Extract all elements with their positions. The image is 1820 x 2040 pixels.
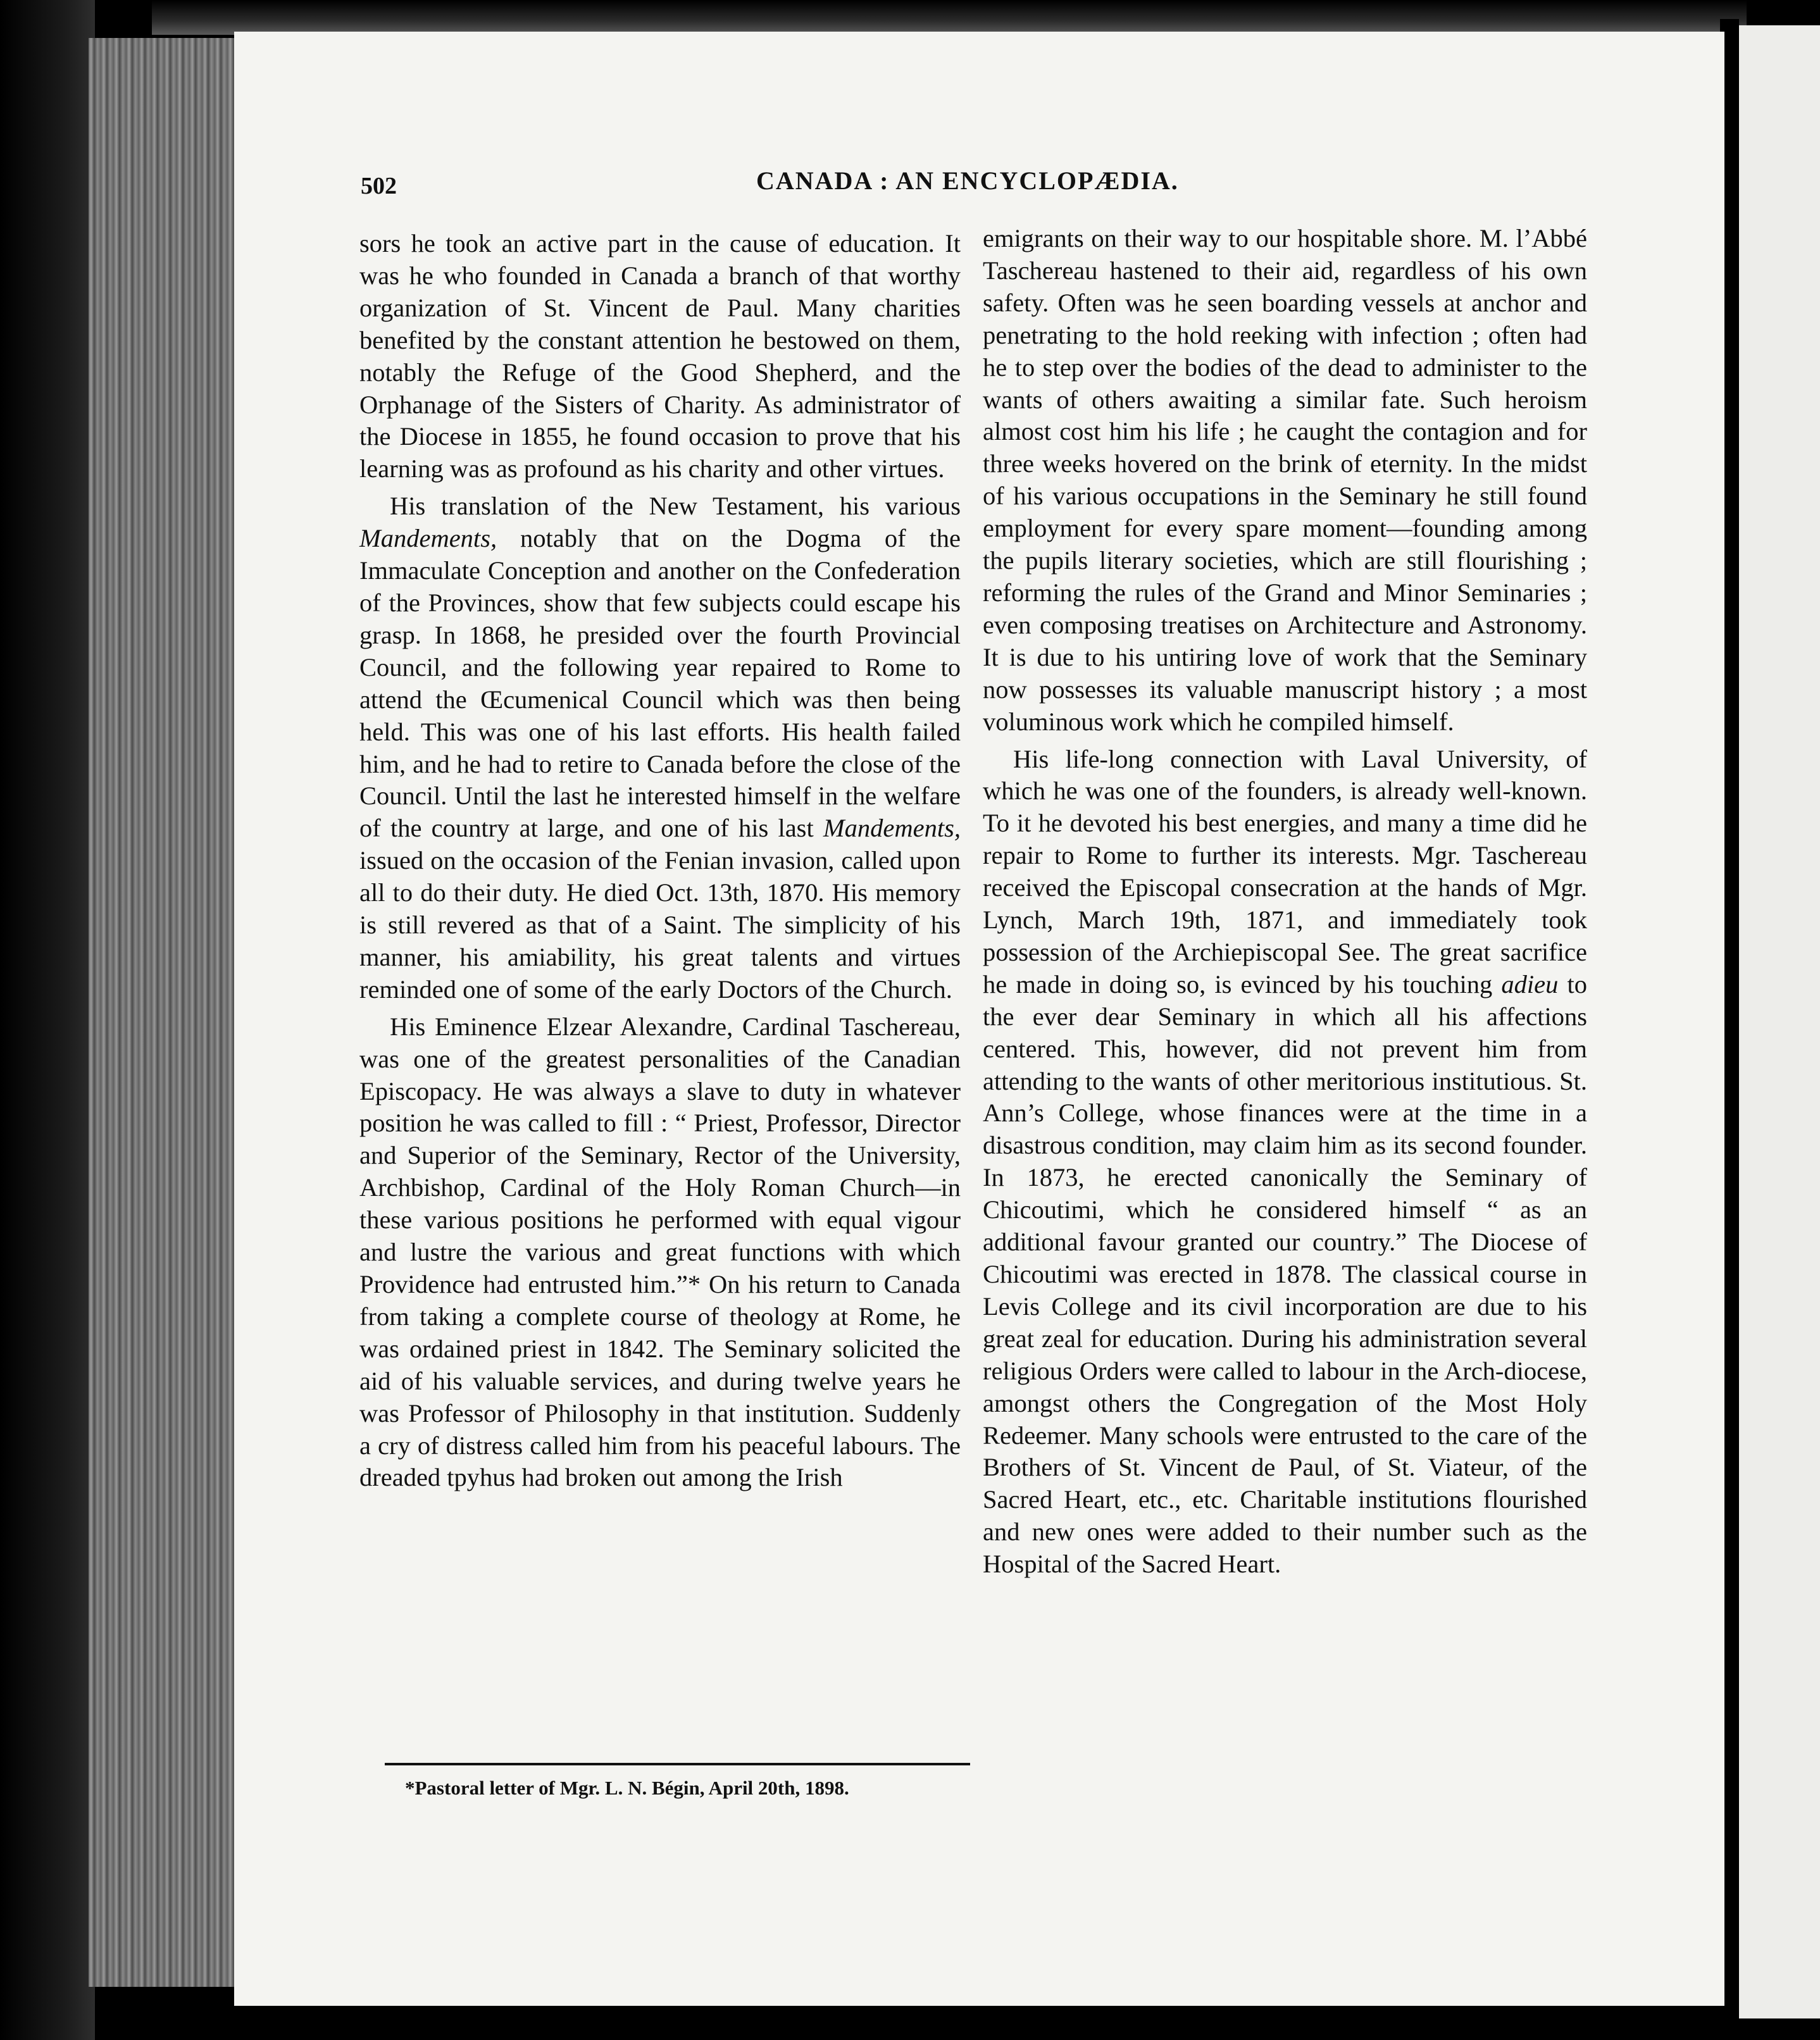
paragraph: His Eminence Elzear Alexandre, Cardinal Taschereau, was one of the greatest personalities of the Canadian Episcopacy. He was always a slave to duty in whatever position he was called to fill : “ Priest, Professor, Director and Superior of the Seminary, Rector of the University, Archbishop, Cardinal of the Holy Roman Church—in these various positions he performed with equal vigour and lustre the various and great functions with which Providence had entrusted him.”* On his return to Canada from taking a complete course of theology at Rome, he was ordained priest in 1842. The Seminary solicited the aid of his valuable services, and during twelve years he was Professor of Philosophy in that institution. Suddenly a cry of distress called him from his peaceful labours. The dreaded tpyhus had broken out among the Irish: [359, 1012, 961, 1492]
left-text-column: [359, 228, 961, 1494]
italic-term: Mandements,: [823, 814, 961, 843]
facing-page-edge: [1735, 25, 1820, 2018]
paragraph: sors he took an active part in the cause of education. It was he who founded in Canada a branch of that worthy organization of St. Vincent de Paul. Many charities benefited by the constant attention he bestowed on them, notably the Refuge of the Good Shepherd, and the Orphanage of the Sisters of Charity. As administrator of the Diocese in 1855, he found occasion to prove that his learning was as profound as his charity and other virtues.: [359, 229, 961, 483]
paragraph-text: notably that on the Dogma of the Immaculate Conception and another on the Confederation of the Provinces, show that few subjects could escape his grasp. In 1868, he presided over the fourth Provincial Council, and the following year repaired to Rome to attend the Œcumenical Council which was then being held. This was one of his last efforts. His health failed him, and he had to retire to Canada before the close of the Council. Until the last he interested himself in the welfare of the country at large, and one of his last: [359, 524, 961, 843]
right-text-column: [983, 223, 1587, 1581]
page-number: 502: [361, 173, 397, 199]
stacked-page-edges: [89, 38, 240, 1987]
book-edge-shadow: [0, 0, 95, 2040]
footnote-rule: [385, 1763, 970, 1765]
top-binding-shadow: [152, 0, 1747, 35]
paragraph: emigrants on their way to our hospitable shore. M. l’Abbé Taschereau hastened to their aid, regardless of his own safety. Often was he seen boarding vessels at anchor and penetrating to the hold reeking with infection ; often had he to step over the bodies of the dead to administer to the wants of others awaiting a similar fate. Such heroism almost cost him his life ; he caught the contagion and for three weeks hovered on the brink of eternity. In the midst of his various occupations in the Seminary he still found employment for every spare moment—founding among the pupils literary societies, which are still flourishing ; reforming the rules of the Grand and Minor Seminaries ; even composing treatises on Architecture and Astronomy. It is due to his untiring love of work that the Seminary now possesses its valuable manuscript history ; a most voluminous work which he compiled himself.: [983, 224, 1587, 736]
paragraph: [359, 490, 961, 1006]
paragraph-text: His translation of the New Testament, his various: [390, 492, 961, 521]
running-head: CANADA : AN ENCYCLOPÆDIA.: [756, 166, 1179, 195]
italic-term: Mandements,: [359, 524, 497, 553]
paragraph-text: issued on the occasion of the Fenian invasion, called upon all to do their duty. He died Oct. 13th, 1870. His memory is still revered as that of a Saint. The simplicity of his manner, his amiability, his great talents and virtues reminded one of some of the early Doctors of the Church.: [359, 846, 961, 1004]
paragraph-text: to the ever dear Seminary in which all his affections centered. This, however, did not prevent him from attending to the wants of other meritorious institutious. St. Ann’s College, whose finances were at the time in a disastrous condition, may claim him as its second founder. In 1873, he erected canonically the Seminary of Chicoutimi, which he considered himself “ as an additional favour granted our country.” The Diocese of Chicoutimi was erected in 1878. The classical course in Levis College and its civil incorporation are due to his great zeal for education. During his administration several religious Orders were called to labour in the Arch-diocese, amongst others the Congregation of the Most Holy Redeemer. Many schools were entrusted to the care of the Brothers of St. Vincent de Paul, of St. Viateur, of the Sacred Heart, etc., etc. Charitable institutions flourished and new ones were added to their number such as the Hospital of the Sacred Heart.: [983, 969, 1587, 1579]
paragraph-text: His life-long connection with Laval University, of which he was one of the founders, is already well-known. To it he devoted his best energies, and many a time did he repair to Rome to further its interests. Mgr. Taschereau received the Episcopal consecration at the hands of Mgr. Lynch, March 19th, 1871, and immediately took possession of the Archiepiscopal See. The great sacrifice he made in doing so, is evinced by his touching: [983, 744, 1587, 998]
italic-term: adieu: [1501, 969, 1559, 998]
footnote: *Pastoral letter of Mgr. L. N. Bégin, April 20th, 1898.: [405, 1777, 849, 1799]
paragraph: [983, 743, 1587, 1581]
